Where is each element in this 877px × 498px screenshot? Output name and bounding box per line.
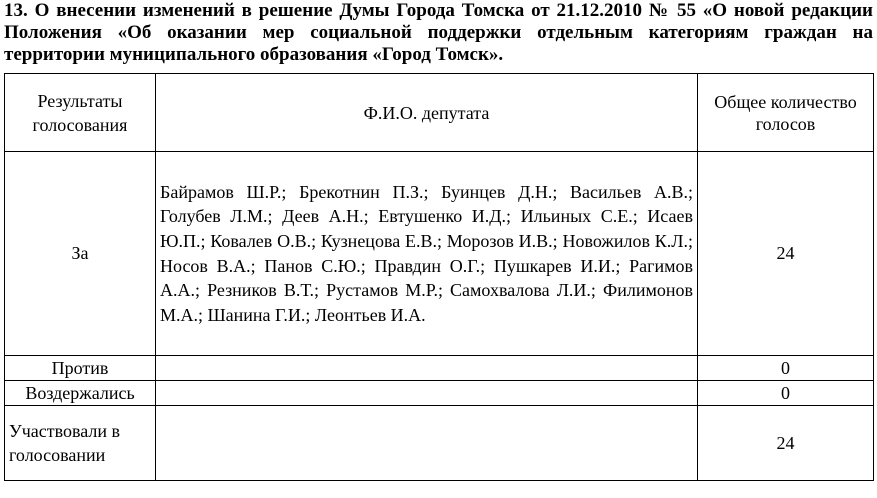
table-row-abstained: [5, 381, 874, 406]
total-votes-for: 24: [698, 152, 874, 356]
result-label-participated: Участвовали в голосовании: [5, 406, 156, 481]
result-label-abstained: Воздержались: [5, 381, 156, 406]
result-label-against: Против: [5, 356, 156, 381]
header-total-votes: Общее количество голосов: [698, 74, 874, 152]
result-label-for: За: [5, 152, 156, 356]
table-row-for: [5, 152, 874, 356]
deputies-list-participated: [156, 406, 698, 481]
total-votes-against: 0: [698, 356, 874, 381]
voting-results-table: [4, 73, 874, 481]
deputies-list-abstained: [156, 381, 698, 406]
table-row-participated: [5, 406, 874, 481]
deputies-list-against: [156, 356, 698, 381]
table-header-row: [5, 74, 874, 152]
resolution-heading: 13. О внесении изменений в решение Думы Города Томска от 21.12.2010 № 55 «О новой редакции Положения «Об оказании мер социальной поддержки отдельным категориям граждан на территории муниципального образования «Город Томск».: [4, 0, 873, 65]
table-row-against: [5, 356, 874, 381]
header-voting-results: Результаты голосования: [5, 74, 156, 152]
total-votes-participated: 24: [698, 406, 874, 481]
total-votes-abstained: 0: [698, 381, 874, 406]
header-deputy-names: Ф.И.О. депутата: [156, 74, 698, 152]
deputies-list-for: Байрамов Ш.Р.; Брекотнин П.З.; Буинцев Д.Н.; Васильев А.В.; Голубев Л.М.; Деев А.Н.; Евтушенко И.Д.; Ильиных С.Е.; Исаев Ю.П.; Ковалев О.В.; Кузнецова Е.В.; Морозов И.В.; Новожилов К.Л.; Носов В.А.; Панов С.Ю.; Правдин О.Г.; Пушкарев И.И.; Рагимов А.А.; Резников В.Т.; Рустамов М.Р.; Самохвалова Л.И.; Филимонов М.А.; Шанина Г.И.; Леонтьев И.А.: [156, 152, 698, 356]
